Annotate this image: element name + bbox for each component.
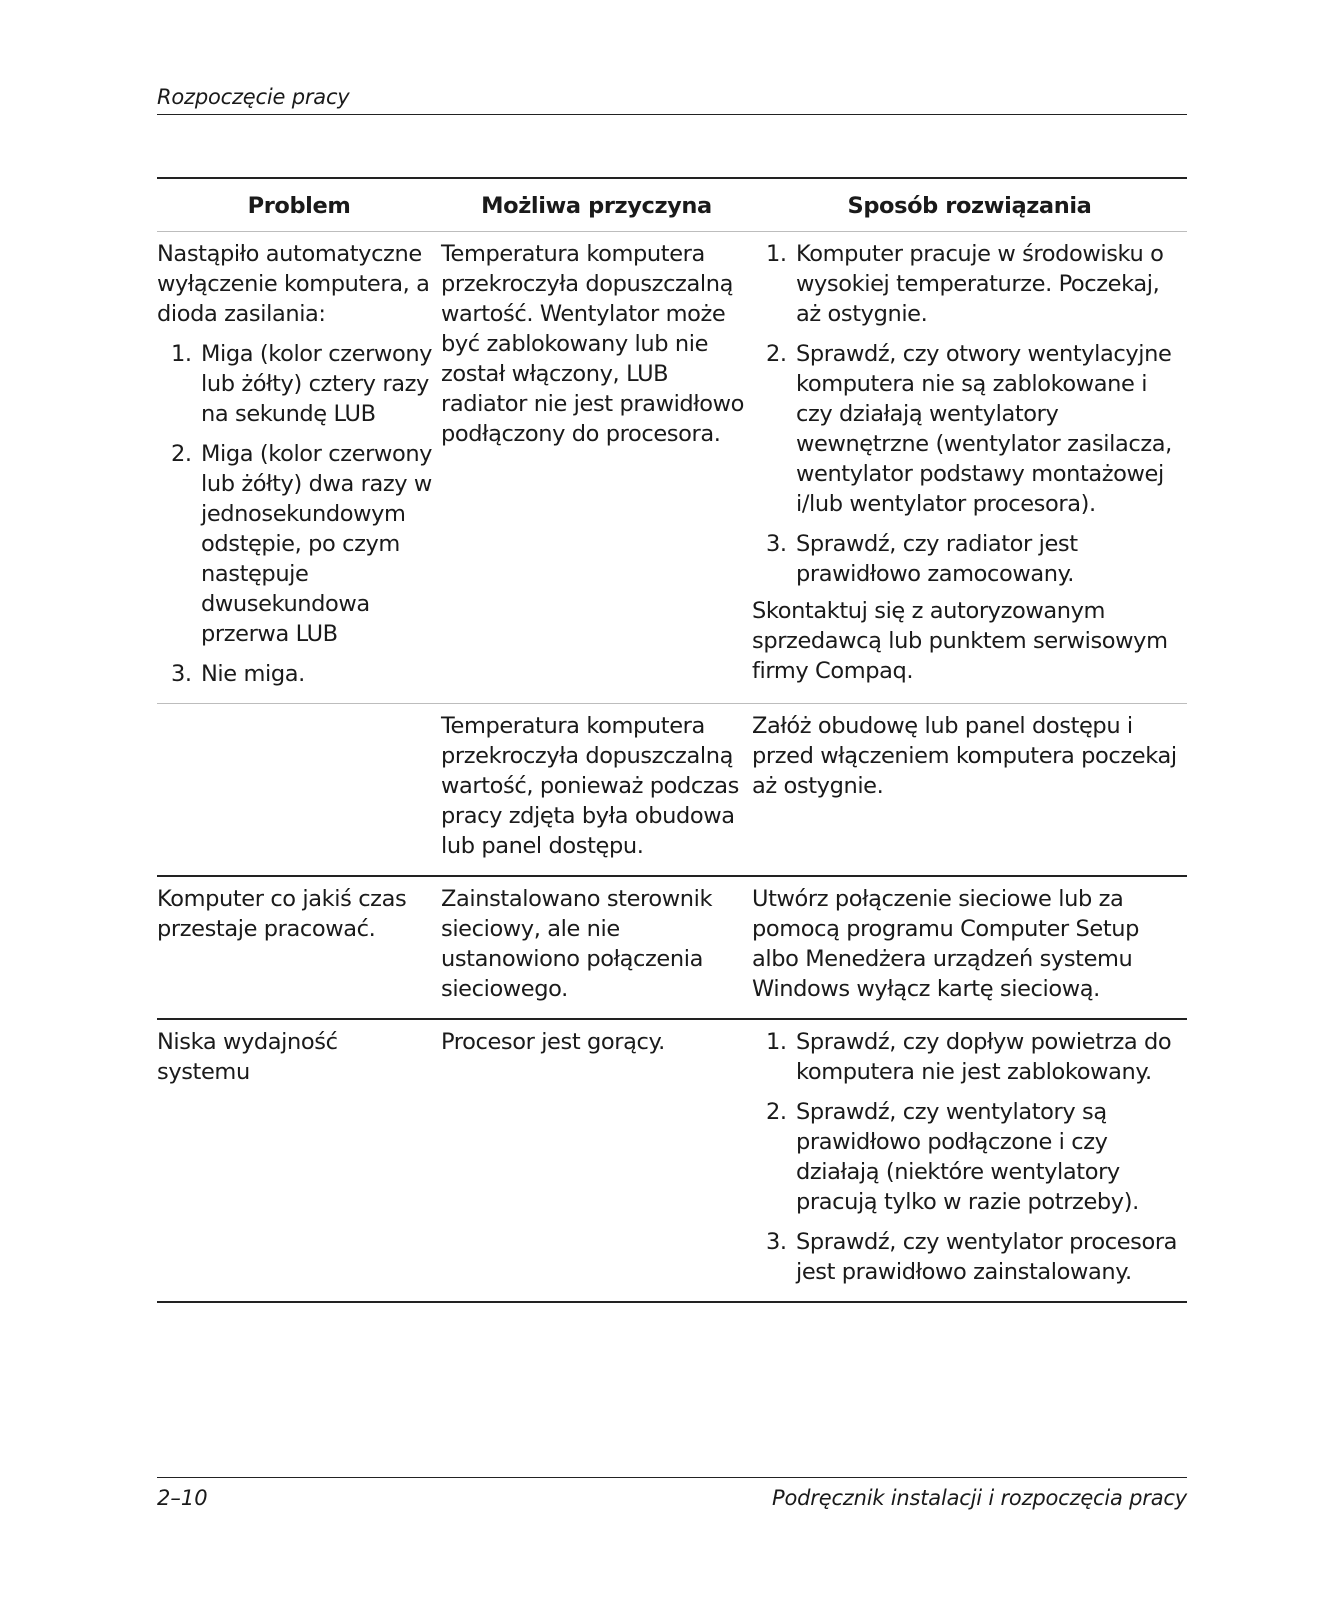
- cause-cell: [441, 876, 752, 1019]
- column-header-cause: Możliwa przyczyna: [481, 192, 712, 219]
- list-item-text: Sprawdź, czy radiator jest prawidłowo zamocowany.: [796, 530, 1078, 587]
- problem-step-list: [157, 339, 435, 689]
- page-number: 2–10: [157, 1486, 208, 1510]
- table-row: [157, 876, 1187, 1019]
- table-row: [157, 231, 1187, 703]
- problem-text: Niska wydajność systemu: [157, 1028, 338, 1085]
- list-item-text: Nie miga.: [201, 660, 305, 687]
- cause-cell: [441, 231, 752, 703]
- list-item: 2. Sprawdź, czy otwory wentylacyjne komputera nie są zablokowane i czy działają wentylatory wewnętrzne (wentylator zasilacza, wentylator podstawy montażowej i/lub wentylator procesora).: [766, 340, 1172, 517]
- list-item: 3. Sprawdź, czy wentylator procesora jest prawidłowo zainstalowany.: [766, 1228, 1178, 1285]
- list-item: 3. Sprawdź, czy radiator jest prawidłowo zamocowany.: [766, 530, 1078, 587]
- cause-text: Temperatura komputera przekroczyła dopuszczalną wartość, ponieważ podczas pracy zdjęta była obudowa lub panel dostępu.: [441, 712, 740, 859]
- problem-cell: [157, 876, 441, 1019]
- list-item-text: Miga (kolor czerwony lub żółty) cztery razy na sekundę LUB: [201, 340, 433, 427]
- table-row: [157, 703, 1187, 876]
- problem-cell: [157, 703, 441, 876]
- list-item: 1. Miga (kolor czerwony lub żółty) cztery razy na sekundę LUB: [171, 340, 433, 427]
- list-item: 2. Sprawdź, czy wentylatory są prawidłowo podłączone i czy działają (niektóre wentylatory pracują tylko w razie potrzeby).: [766, 1098, 1139, 1215]
- cause-text: Zainstalowano sterownik sieciowy, ale nie ustanowiono połączenia sieciowego.: [441, 885, 713, 1002]
- table-row: [157, 1019, 1187, 1302]
- solution-cell: [752, 1019, 1187, 1302]
- solution-note: Skontaktuj się z autoryzowanym sprzedawcą lub punktem serwisowym firmy Compaq.: [752, 597, 1168, 684]
- list-item: 2. Miga (kolor czerwony lub żółty) dwa razy w jednosekundowym odstępie, po czym następuje dwusekundowa przerwa LUB: [171, 440, 433, 647]
- cause-cell: [441, 703, 752, 876]
- running-header: Rozpoczęcie pracy: [157, 85, 350, 109]
- table-header-row: [157, 178, 1187, 231]
- troubleshooting-table: [157, 177, 1187, 1303]
- solution-cell: [752, 876, 1187, 1019]
- cause-text: Temperatura komputera przekroczyła dopuszczalną wartość. Wentylator może być zablokowany lub nie został włączony, LUB radiator nie jest prawidłowo podłączony do procesora.: [441, 240, 745, 447]
- list-item-text: Sprawdź, czy wentylator procesora jest prawidłowo zainstalowany.: [796, 1228, 1178, 1285]
- solution-text: Załóż obudowę lub panel dostępu i przed włączeniem komputera poczekaj aż ostygnie.: [752, 712, 1177, 799]
- cause-cell: [441, 1019, 752, 1302]
- column-header-problem: Problem: [247, 192, 351, 219]
- solution-cell: [752, 703, 1187, 876]
- solution-step-list: [752, 239, 1181, 589]
- solution-text: Utwórz połączenie sieciowe lub za pomocą programu Computer Setup albo Menedżera urządzeń systemu Windows wyłącz kartę sieciową.: [752, 885, 1139, 1002]
- list-item-text: Sprawdź, czy wentylatory są prawidłowo podłączone i czy działają (niektóre wentylatory pracują tylko w razie potrzeby).: [796, 1098, 1139, 1215]
- solution-cell: [752, 231, 1187, 703]
- header-rule: [157, 114, 1187, 115]
- problem-cell: [157, 1019, 441, 1302]
- cause-text: Procesor jest gorący.: [441, 1028, 665, 1055]
- list-item: 3. Nie miga.: [171, 660, 305, 687]
- solution-step-list: [752, 1027, 1181, 1287]
- problem-text: Komputer co jakiś czas przestaje pracować.: [157, 885, 407, 942]
- list-item: 1. Sprawdź, czy dopływ powietrza do komputera nie jest zablokowany.: [766, 1028, 1172, 1085]
- problem-cell: [157, 231, 441, 703]
- list-item-text: Sprawdź, czy otwory wentylacyjne komputera nie są zablokowane i czy działają wentylatory wewnętrzne (wentylator zasilacza, wentylator podstawy montażowej i/lub wentylator procesora).: [796, 340, 1172, 517]
- list-item-text: Miga (kolor czerwony lub żółty) dwa razy w jednosekundowym odstępie, po czym następuje dwusekundowa przerwa LUB: [201, 440, 433, 647]
- list-item: 1. Komputer pracuje w środowisku o wysokiej temperaturze. Poczekaj, aż ostygnie.: [766, 240, 1164, 327]
- footer-rule: [157, 1477, 1187, 1478]
- footer-document-title: Podręcznik instalacji i rozpoczęcia pracy: [772, 1486, 1187, 1510]
- problem-text: Nastąpiło automatyczne wyłączenie komputera, a dioda zasilania:: [157, 240, 430, 327]
- list-item-text: Komputer pracuje w środowisku o wysokiej temperaturze. Poczekaj, aż ostygnie.: [796, 240, 1164, 327]
- list-item-text: Sprawdź, czy dopływ powietrza do komputera nie jest zablokowany.: [796, 1028, 1172, 1085]
- column-header-solution: Sposób rozwiązania: [847, 192, 1092, 219]
